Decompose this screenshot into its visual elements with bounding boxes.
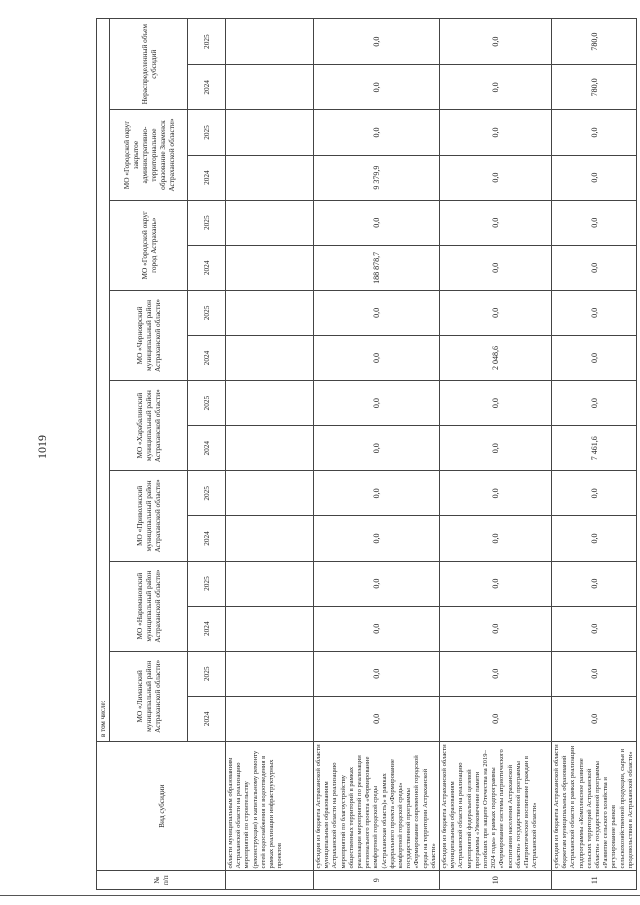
year-header: 2025 xyxy=(188,110,226,155)
value-cell: 0,0 xyxy=(552,381,637,426)
in-that-number-label: в том числе: xyxy=(97,19,110,742)
municipality-header: МО «Городской округ город Астрахань» xyxy=(110,200,188,290)
value-cell: 0,0 xyxy=(552,110,637,155)
subsidy-kind: области муниципальным образованиям Астраханской области на реализацию мероприятий по строительству (реконструкции) и капитальному ремонту сетей водоснабжения и водоотведения в рамках реализации инфраструктурных проектов xyxy=(226,741,314,871)
value-cell: 0,0 xyxy=(314,516,440,561)
bottom-rule xyxy=(0,895,640,896)
value-cell: 780,0 xyxy=(552,65,637,110)
value-cell: 7 461,6 xyxy=(552,426,637,471)
year-header: 2025 xyxy=(188,381,226,426)
value-cell: 0,0 xyxy=(440,245,552,290)
value-cell: 0,0 xyxy=(440,516,552,561)
value-cell: 0,0 xyxy=(552,696,637,741)
value-cell: 0,0 xyxy=(314,19,440,65)
value-cell xyxy=(226,696,314,741)
year-header: 2025 xyxy=(188,19,226,65)
value-cell: 0,0 xyxy=(440,606,552,651)
row-number xyxy=(226,871,314,890)
year-header: 2024 xyxy=(188,245,226,290)
municipality-header: МО «Городской округ закрытое административно-территориальное образование Знаменск Астраханской области» xyxy=(110,110,188,200)
value-cell: 0,0 xyxy=(440,110,552,155)
year-header: 2024 xyxy=(188,426,226,471)
municipality-header: МО «Черноярский муниципальный район Астраханской области» xyxy=(110,290,188,380)
value-cell xyxy=(226,155,314,200)
value-cell: 0,0 xyxy=(552,561,637,606)
year-header: 2025 xyxy=(188,200,226,245)
value-cell: 0,0 xyxy=(440,651,552,696)
subsidy-kind: субсидия из бюджета Астраханской области муниципальным образованиям Астраханской области на реализацию мероприятий по благоустройству общественных территорий в рамках реализации мероприятий по реализации регионального проекта «Формирование комфортной городской среды (Астраханская область)» в рамках федерального проекта «Формирование комфортной городской среды» государственной программы «Формирование современной городской среды на территории Астраханской области» xyxy=(314,741,440,871)
value-cell: 0,0 xyxy=(552,651,637,696)
value-cell: 0,0 xyxy=(314,65,440,110)
value-cell: 0,0 xyxy=(314,426,440,471)
value-cell xyxy=(226,516,314,561)
rotated-table-wrapper xyxy=(96,18,634,890)
value-cell: 0,0 xyxy=(440,65,552,110)
value-cell: 9 379,9 xyxy=(314,155,440,200)
value-cell xyxy=(226,335,314,380)
municipality-header: МО «Наримановский муниципальный район Астраханской области» xyxy=(110,561,188,651)
value-cell xyxy=(226,426,314,471)
subsidy-kind: субсидия из бюджета Астраханской области муниципальным образованиям Астраханской области на реализацию мероприятий федеральной целевой программы «Увековечение памяти погибших при защите Отечества на 2019–2024 годы» в рамках подпрограммы «Формирование системы патриотического воспитания населения Астраханской области» государственной программы «Патриотическое воспитание граждан в Астраханской области» xyxy=(440,741,552,871)
subsidy-kind: субсидия из бюджета Астраханской области бюджетам муниципальных образований Астраханской области в рамках реализации подпрограммы «Комплексное развитие сельских территорий Астраханской области» государственной программы «Развитие сельского хозяйства и регулирование рынков сельскохозяйственной продукции, сырья и продовольствия в Астраханской области» xyxy=(552,741,637,871)
year-header: 2024 xyxy=(188,696,226,741)
value-cell: 0,0 xyxy=(552,200,637,245)
value-cell: 0,0 xyxy=(552,335,637,380)
value-cell xyxy=(226,290,314,335)
value-cell: 0,0 xyxy=(440,200,552,245)
year-header: 2024 xyxy=(188,335,226,380)
value-cell xyxy=(226,471,314,516)
value-cell xyxy=(226,245,314,290)
value-cell: 0,0 xyxy=(552,245,637,290)
value-cell xyxy=(226,200,314,245)
municipality-header: Нераспределенный объем субсидий xyxy=(110,19,188,110)
value-cell xyxy=(226,651,314,696)
table-row xyxy=(226,19,314,890)
subsidy-table xyxy=(96,18,637,890)
year-header: 2025 xyxy=(188,471,226,516)
value-cell: 0,0 xyxy=(314,696,440,741)
value-cell xyxy=(226,65,314,110)
municipality-header: МО «Харабалинский муниципальный район Астраханской области» xyxy=(110,381,188,471)
municipality-header: МО «Лиманский муниципальный район Астраханской области» xyxy=(110,651,188,741)
row-number: 10 xyxy=(440,871,552,890)
row-number: 9 xyxy=(314,871,440,890)
value-cell: 0,0 xyxy=(314,606,440,651)
value-cell: 0,0 xyxy=(314,290,440,335)
value-cell xyxy=(226,19,314,65)
table-row xyxy=(314,19,440,890)
value-cell: 0,0 xyxy=(552,290,637,335)
value-cell: 0,0 xyxy=(440,471,552,516)
value-cell: 0,0 xyxy=(440,426,552,471)
year-header: 2025 xyxy=(188,290,226,335)
value-cell: 0,0 xyxy=(314,651,440,696)
year-header: 2025 xyxy=(188,651,226,696)
value-cell: 0,0 xyxy=(314,335,440,380)
col-header-number: № п/п xyxy=(97,871,226,890)
value-cell: 188 878,7 xyxy=(314,245,440,290)
year-header: 2024 xyxy=(188,155,226,200)
value-cell: 0,0 xyxy=(440,19,552,65)
value-cell: 0,0 xyxy=(440,381,552,426)
value-cell: 0,0 xyxy=(552,606,637,651)
value-cell: 0,0 xyxy=(440,696,552,741)
value-cell: 2 048,6 xyxy=(440,335,552,380)
value-cell: 0,0 xyxy=(440,561,552,606)
value-cell: 0,0 xyxy=(314,381,440,426)
value-cell xyxy=(226,381,314,426)
value-cell xyxy=(226,110,314,155)
year-header: 2024 xyxy=(188,516,226,561)
value-cell: 0,0 xyxy=(440,290,552,335)
value-cell: 0,0 xyxy=(314,110,440,155)
value-cell: 0,0 xyxy=(440,155,552,200)
value-cell: 0,0 xyxy=(314,561,440,606)
row-number: 11 xyxy=(552,871,637,890)
value-cell: 0,0 xyxy=(552,516,637,561)
municipality-header: МО «Приволжский муниципальный район Астраханской области» xyxy=(110,471,188,561)
value-cell xyxy=(226,606,314,651)
value-cell: 780,0 xyxy=(552,19,637,65)
table-row xyxy=(440,19,552,890)
value-cell: 0,0 xyxy=(314,200,440,245)
page-number: 1019 xyxy=(35,435,49,459)
year-header: 2024 xyxy=(188,606,226,651)
value-cell: 0,0 xyxy=(552,155,637,200)
year-header: 2024 xyxy=(188,65,226,110)
year-header: 2025 xyxy=(188,561,226,606)
value-cell: 0,0 xyxy=(552,471,637,516)
table-sheet xyxy=(96,18,634,890)
table-row xyxy=(552,19,637,890)
col-header-kind: Вид субсидии xyxy=(97,741,226,871)
value-cell xyxy=(226,561,314,606)
value-cell: 0,0 xyxy=(314,471,440,516)
